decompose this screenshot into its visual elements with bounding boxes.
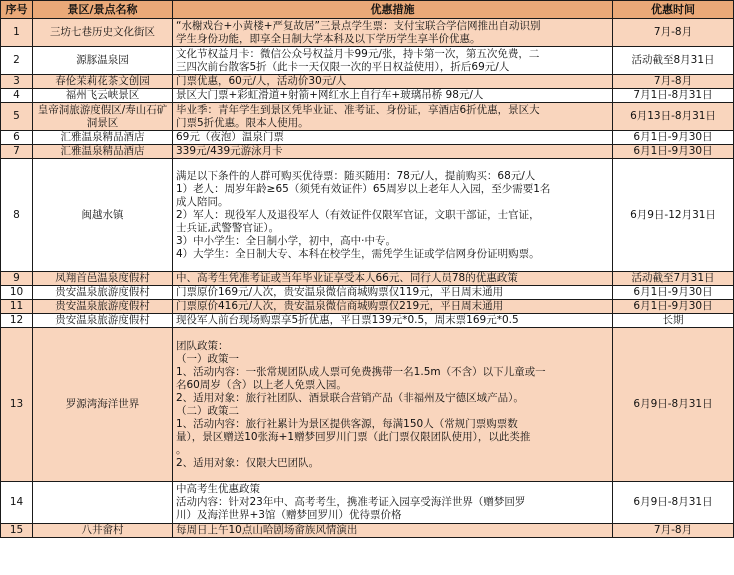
scenic-spot-name: 春伦茉莉花茶文创园 [33,75,173,89]
discount-measures [173,482,613,524]
measure-line: 满足以下条件的人群可购买优待票：随买随用：78元/人，提前购买：68元/人 [176,169,536,182]
table-row [1,103,734,131]
discount-period: 活动截至7月31日 [613,272,734,286]
discount-period: 长期 [613,314,734,328]
row-number: 9 [1,272,33,286]
scenic-spot-name: 八井畲村 [33,524,173,538]
table-row [1,89,734,103]
discount-period: 6月9日-8月31日 [613,328,734,482]
measure-line: 三四次前台散客5折（此卡一天仅限一次的平日权益使用），折后69元/人 [176,60,510,73]
discount-measures [173,47,613,75]
discount-period: 6月9日-8月31日 [613,482,734,524]
scenic-spot-name: 闽越水镇 [33,159,173,272]
measure-line: 团队政策： [176,339,229,352]
row-number: 10 [1,286,33,300]
scenic-spot-name: 罗源湾海洋世界 [33,328,173,482]
discount-measures [173,159,613,272]
discount-period: 活动截至8月31日 [613,47,734,75]
measure-line: 3）中小学生：全日制小学，初中，高中·中专。 [176,234,397,247]
header-time: 优惠时间 [613,1,734,19]
measure-line: 士兵证,武警警官证）。 [176,221,280,234]
table-row [1,482,734,524]
table-body [1,19,734,538]
discount-period: 6月9日-12月31日 [613,159,734,272]
discount-measures [173,145,613,159]
table-row [1,524,734,538]
row-number: 2 [1,47,33,75]
measure-line: 川）及海洋世界+3馆（赠梦回罗川）优待票价格 [176,509,402,521]
table-row [1,131,734,145]
scenic-spot-name: 汇雅温泉精品酒店 [33,131,173,145]
scenic-spot-name: 三坊七巷历史文化街区 [33,19,173,47]
table-row [1,300,734,314]
discount-measures [173,89,613,103]
measure-line: 1、活动内容：一张常规团队成人票可免费携带一名1.5m（不含）以下儿童或一 [176,365,546,378]
measure-line: 活动内容：针对23年中、高考考生，携准考证入园享受海洋世界（赠梦回罗 [176,496,526,508]
measure-line: 门票5折优惠。限本人使用。 [176,116,309,129]
measure-line: 现役军人前台现场购票享5折优惠，平日票139元*0.5，周末票169元*0.5 [176,314,519,326]
discount-measures [173,103,613,131]
discount-period: 7月-8月 [613,524,734,538]
header-name: 景区/景点名称 [33,1,173,19]
discount-period: 7月-8月 [613,19,734,47]
discount-measures [173,272,613,286]
measure-line: 2、适用对象：仅限大巴团队。 [176,456,320,469]
measure-line: 1、活动内容：旅行社累计为景区提供客源，每满150人（常规门票购票数 [176,417,518,430]
measure-line: 1）老人：周岁年龄≥65（须凭有效证件）65周岁以上老年人入园，至少需要1名 [176,182,551,195]
table-row [1,19,734,47]
measure-line: 门票优惠，60元/人，活动价30元/人 [176,75,347,87]
measure-line: 4）大学生：全日制大专、本科在校学生，需凭学生证或学信网身份证明购票。 [176,247,540,260]
scenic-spot-name: 源豚温泉园 [33,47,173,75]
measure-line: 毕业季：青年学生到景区凭毕业证、准考证、身份证，享酒店6折优惠，景区大 [176,103,540,116]
row-number: 15 [1,524,33,538]
measure-line: 成人陪同。 [176,195,229,208]
row-number: 14 [1,482,33,524]
discount-period: 6月1日-9月30日 [613,145,734,159]
measure-line: （二）政策二 [176,404,239,417]
measure-line: 中、高考生凭准考证或当年毕业证享受本人66元、同行人员78的优惠政策 [176,272,518,284]
row-number: 1 [1,19,33,47]
measure-line: “水榭戏台+小黄楼+严复故居”三景点学生票：支付宝联合学信网推出自动识别 [176,19,541,32]
measure-line: 景区大门票+彩虹滑道+射箭+网红水上自行车+玻璃吊桥 98元/人 [176,89,484,101]
scenic-spot-name: 贵安温泉旅游度假村 [33,300,173,314]
discount-measures [173,286,613,300]
discount-period: 7月1日-8月31日 [613,89,734,103]
scenic-spot-name: 凤翔首邑温泉度假村 [33,272,173,286]
scenic-spot-name: 贵安温泉旅游度假村 [33,314,173,328]
discount-measures [173,328,613,482]
table-row [1,328,734,482]
measure-line: 。 [176,443,187,456]
row-number: 3 [1,75,33,89]
measure-line: 量），景区赠送10张海+1赠梦回罗川门票（此门票仅限团队使用），以此类推 [176,430,531,443]
table-row [1,159,734,272]
discount-measures [173,524,613,538]
discount-measures [173,75,613,89]
row-number: 5 [1,103,33,131]
row-number: 6 [1,131,33,145]
measure-line: 名60周岁（含）以上老人免票入园。 [176,378,347,391]
measure-line: 2）军人：现役军人及退役军人（有效证件仅限军官证，文职干部证，士官证， [176,208,540,221]
measure-line: 中高考生优惠政策 [176,483,260,495]
table-row [1,286,734,300]
scenic-spot-name: 福州飞云峡景区 [33,89,173,103]
scenic-spot-name [33,482,173,524]
table-row [1,145,734,159]
discount-measures [173,314,613,328]
table-row [1,47,734,75]
measure-line: 69元（夜泡）温泉门票 [176,131,284,143]
header-no: 序号 [1,1,33,19]
table-row [1,272,734,286]
row-number: 11 [1,300,33,314]
discount-period: 7月-8月 [613,75,734,89]
measure-line: 每周日上午10点山哈剧场畲族风情演出 [176,524,358,536]
measure-line: （一）政策一 [176,352,239,365]
table-row [1,314,734,328]
scenic-spot-name: 汇雅温泉精品酒店 [33,145,173,159]
row-number: 7 [1,145,33,159]
discount-period: 6月1日-9月30日 [613,300,734,314]
measure-line: 文化节权益月卡：微信公众号权益月卡99元/张，持卡第一次，第五次免费，二 [176,47,540,60]
measure-line: 2、适用对象：旅行社团队、酒景联合营销产品（非福州及宁德区域产品）。 [176,391,524,404]
discount-measures [173,300,613,314]
scenic-spot-name: 贵安温泉旅游度假村 [33,286,173,300]
discount-measures [173,131,613,145]
measure-line: 门票原价169元/人次，贵安温泉微信商城购票仅119元，平日周末通用 [176,286,504,298]
scenic-spot-name: 皇帝洞旅游度假区/寿山石矿洞景区 [33,103,173,131]
measure-line: 学生身份功能，即享全日制大学本科及以下学历学生享半价优惠。 [176,32,481,45]
row-number: 12 [1,314,33,328]
row-number: 4 [1,89,33,103]
discount-period: 6月1日-9月30日 [613,286,734,300]
measure-line: 339元/439元游泳月卡 [176,145,283,157]
header-row [1,1,734,19]
header-measures: 优惠措施 [173,1,613,19]
row-number: 8 [1,159,33,272]
measure-line: 门票原价416元/人次，贵安温泉微信商城购票仅219元，平日周末通用 [176,300,504,312]
discount-period: 6月1日-9月30日 [613,131,734,145]
row-number: 13 [1,328,33,482]
discount-period: 6月13日-8月31日 [613,103,734,131]
table-row [1,75,734,89]
discount-measures [173,19,613,47]
